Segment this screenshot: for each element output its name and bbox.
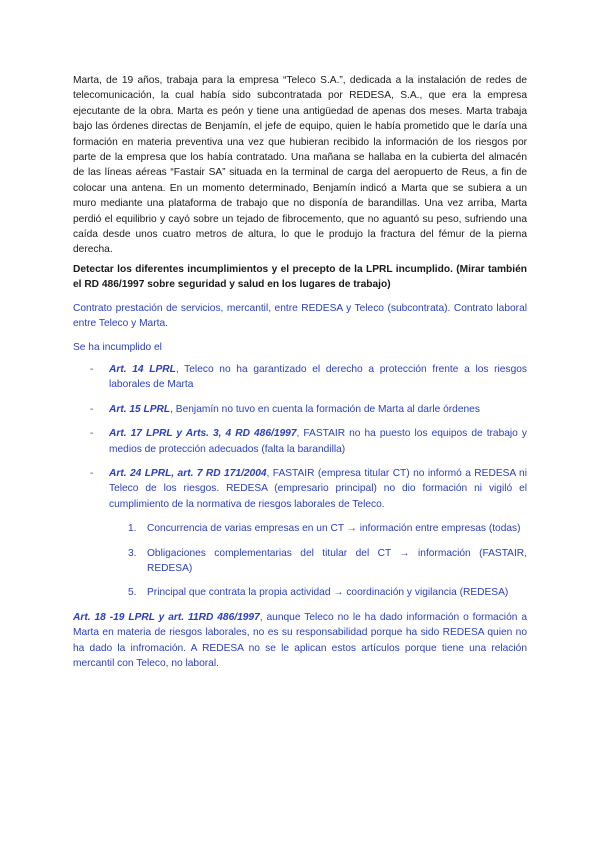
dash-bullet: - <box>90 403 94 415</box>
violation-text: , FASTAIR (empresa titular CT) no informó a REDESA ni Teleco de los riesgos. REDESA (empresario principal) no dio formación ni vigiló el cumplimiento de la normativa de riesgos laborales de Teleco. <box>109 467 527 510</box>
violation-item <box>73 466 527 512</box>
contract-context: Contrato prestación de servicios, mercantil, entre REDESA y Teleco (subcontrata). Contrato laboral entre Teleco y Marta. <box>73 302 527 330</box>
item-text: Principal que contrata la propia actividad → coordinación y vigilancia (REDESA) <box>147 587 509 599</box>
item-number: 3. <box>128 547 137 559</box>
question-heading: Detectar los diferentes incumplimientos y el precepto de la LPRL incumplido. (Mirar también el RD 486/1997 sobre seguridad y salud en los lugares de trabajo) <box>73 263 527 291</box>
violation-text: , Benjamín no tuvo en cuenta la formación de Marta al darle órdenes <box>170 403 480 415</box>
item-number: 1. <box>128 523 137 535</box>
rd-articles-list <box>73 521 527 601</box>
final-paragraph <box>73 610 527 672</box>
rd-article-item <box>73 546 527 577</box>
dash-bullet: - <box>90 467 94 479</box>
article-ref: Art. 17 LPRL y Arts. 3, 4 RD 486/1997 <box>109 428 297 440</box>
violation-item <box>73 426 527 457</box>
article-ref: Art. 14 LPRL <box>109 363 176 375</box>
item-text: Concurrencia de varias empresas en un CT → información entre empresas (todas) <box>147 523 521 535</box>
violation-text: , Teleco no ha garantizado el derecho a protección frente a los riesgos laborales de Marta <box>109 363 527 391</box>
final-article-ref: Art. 18 -19 LPRL y art. 11RD 486/1997 <box>73 611 260 623</box>
dash-bullet: - <box>90 363 94 375</box>
dash-bullet: - <box>90 428 94 440</box>
case-paragraph: Marta, de 19 años, trabaja para la empresa “Teleco S.A.”, dedicada a la instalación de redes de telecomunicación, la cual había sido subcontratada por REDESA, S.A., que era la empresa ejecutante de la obra. Marta es peón y tiene una antigüedad de apenas dos meses. Marta trabaja bajo las órdenes directas de Benjamín, el jefe de equipo, quien le había prometido que le daría una formación en materia preventiva una vez que hubieran recibido la información de los riesgos por parte de la empresa que los había contratado. Una mañana se hallaba en la cubierta del almacén de las líneas aéreas “Fastair SA” situada en la terminal de carga del aeropuerto de Reus, a fin de colocar una antena. En un momento determinado, Benjamín indicó a Marta que se subiera a un muro mediante una plataforma de trabajo que no disponía de barandillas. Una vez arriba, Marta perdió el equilibrio y cayó sobre un tejado de fibrocemento, que no aguantó su peso, sufriendo una caída desde unos cuatro metros de altura, lo que le produjo la fractura del fémur de la pierna derecha. <box>73 75 527 256</box>
item-number: 5. <box>128 587 137 599</box>
rd-article-item <box>73 521 527 536</box>
final-text: , aunque Teleco no le ha dado información o formación a Marta en materia de riesgos laborales, no es su responsabilidad porque ha sido REDESA quien no ha dado la infromación. A REDESA no se le aplican estos artículos porque tiene una relación mercantil con Teleco, no laboral. <box>73 611 527 669</box>
violation-text: , FASTAIR no ha puesto los equipos de trabajo y medios de protección adecuados (falta la barandilla) <box>109 428 527 455</box>
violation-item <box>73 362 527 393</box>
violations-lead: Se ha incumplido el <box>73 341 162 353</box>
article-ref: Art. 24 LPRL, art. 7 RD 171/2004 <box>109 467 267 479</box>
item-text: Obligaciones complementarias del titular del CT → información (FASTAIR, REDESA) <box>147 547 527 574</box>
violation-item <box>73 402 527 417</box>
article-ref: Art. 15 LPRL <box>109 403 171 415</box>
violations-list <box>73 362 527 512</box>
rd-article-item <box>73 585 527 600</box>
